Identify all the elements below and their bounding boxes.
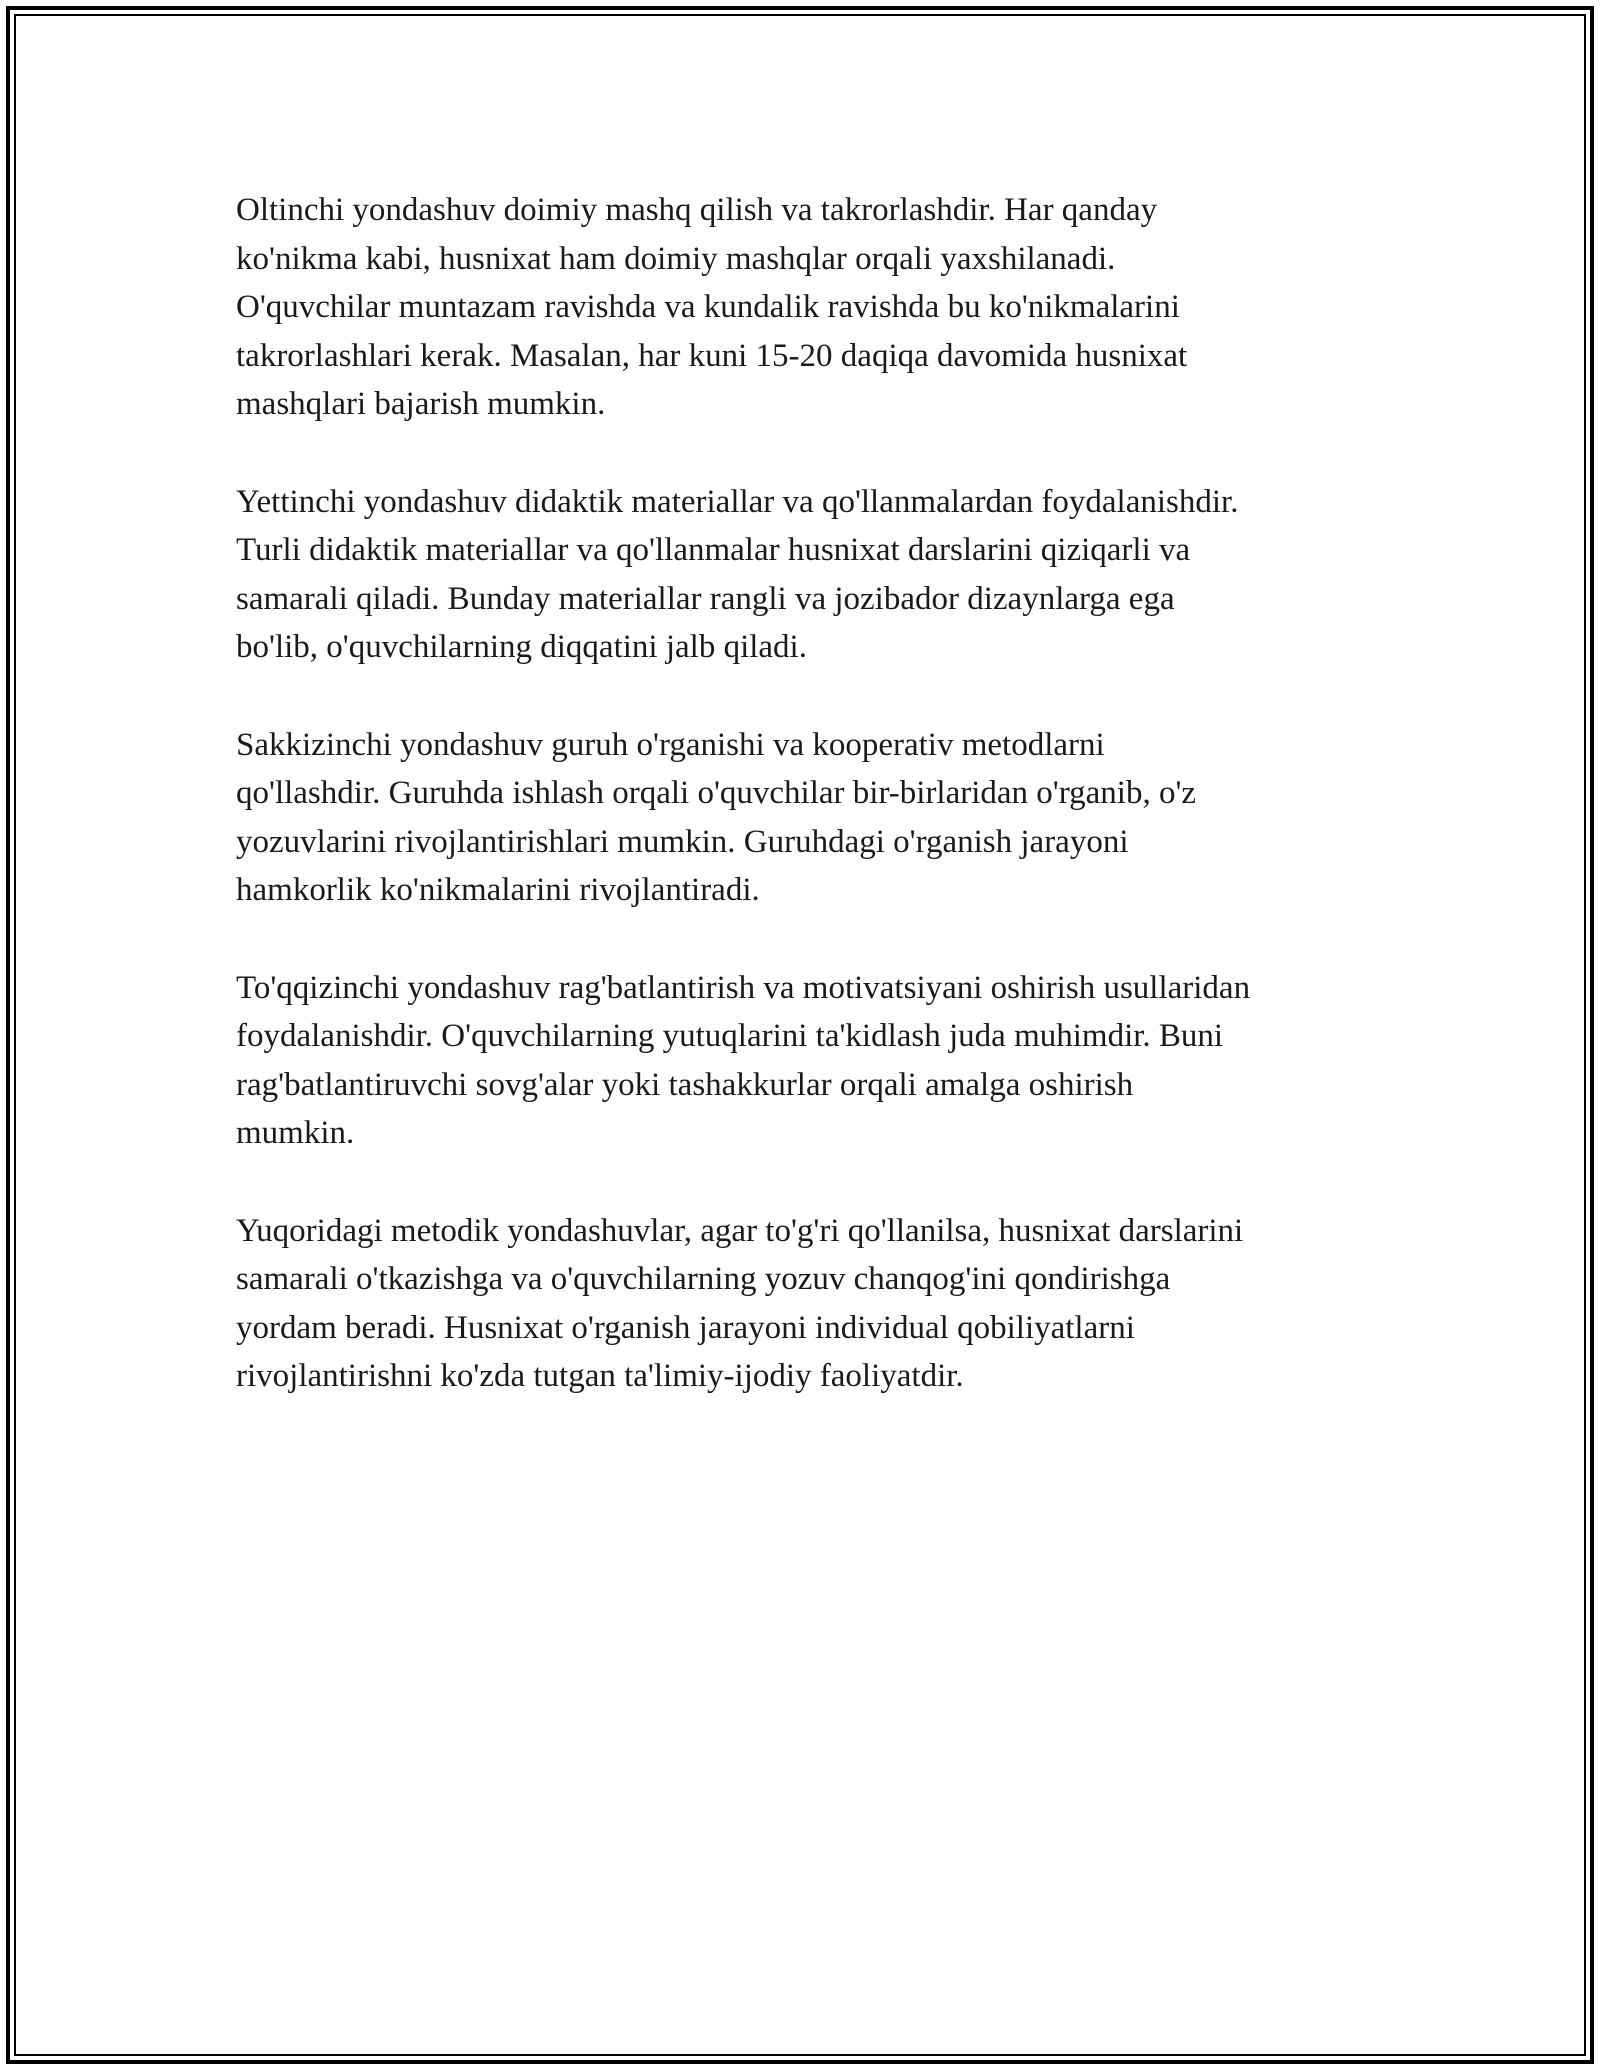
text-line: hamkorlik ko'nikmalarini rivojlantiradi. [236,872,760,908]
text-line: mumkin. [236,1115,355,1151]
text-line: Turli didaktik materiallar va qo'llanmalar husnixat darslarini qiziqarli va [236,532,1191,568]
paragraph-conclusion [236,1207,1386,1401]
paragraph-eighth-approach [236,721,1386,915]
text-line: samarali qiladi. Bunday materiallar rangli va jozibador dizaynlarga ega [236,580,1175,617]
text-line: samarali o'tkazishga va o'quvchilarning yozuv chanqog'ini qondirishga [236,1261,1171,1297]
text-line: rag'batlantiruvchi sovg'alar yoki tashakkurlar orqali amalga oshirish [236,1066,1134,1103]
text-line: mashqlari bajarish mumkin. [236,386,606,422]
text-line: Yuqoridagi metodik yondashuvlar, agar to'g'ri qo'llanilsa, husnixat darslarini [236,1212,1244,1249]
paragraph-ninth-approach [236,964,1386,1158]
text-line: Yettinchi yondashuv didaktik materiallar va qo'llanmalardan foydalanishdir. [236,483,1239,520]
text-line: qo'llashdir. Guruhda ishlash orqali o'quvchilar bir-birlaridan o'rganib, o'z [236,775,1197,811]
text-line: foydalanishdir. O'quvchilarning yutuqlarini ta'kidlash juda muhimdir. Buni [236,1018,1224,1054]
text-line: rivojlantirishni ko'zda tutgan ta'limiy-ijodiy faoliyatdir. [236,1358,964,1394]
text-line: Sakkizinchi yondashuv guruh o'rganishi va kooperativ metodlarni [236,726,1105,763]
document-body [236,186,1386,1450]
text-line: yozuvlarini rivojlantirishlari mumkin. Guruhdagi o'rganish jarayoni [236,823,1129,860]
text-line: takrorlashlari kerak. Masalan, har kuni 15-20 daqiqa davomida husnixat [236,337,1188,374]
paragraph-sixth-approach [236,186,1386,429]
text-line: To'qqizinchi yondashuv rag'batlantirish va motivatsiyani oshirish usullaridan [236,969,1251,1006]
text-line: yordam beradi. Husnixat o'rganish jarayoni individual qobiliyatlarni [236,1309,1135,1346]
text-line: ko'nikma kabi, husnixat ham doimiy mashqlar orqali yaxshilanadi. [236,240,1116,277]
text-line: O'quvchilar muntazam ravishda va kundalik ravishda bu ko'nikmalarini [236,289,1180,325]
text-line: Oltinchi yondashuv doimiy mashq qilish va takrorlashdir. Har qanday [236,192,1158,228]
paragraph-seventh-approach [236,478,1386,672]
text-line: bo'lib, o'quvchilarning diqqatini jalb qiladi. [236,629,807,665]
